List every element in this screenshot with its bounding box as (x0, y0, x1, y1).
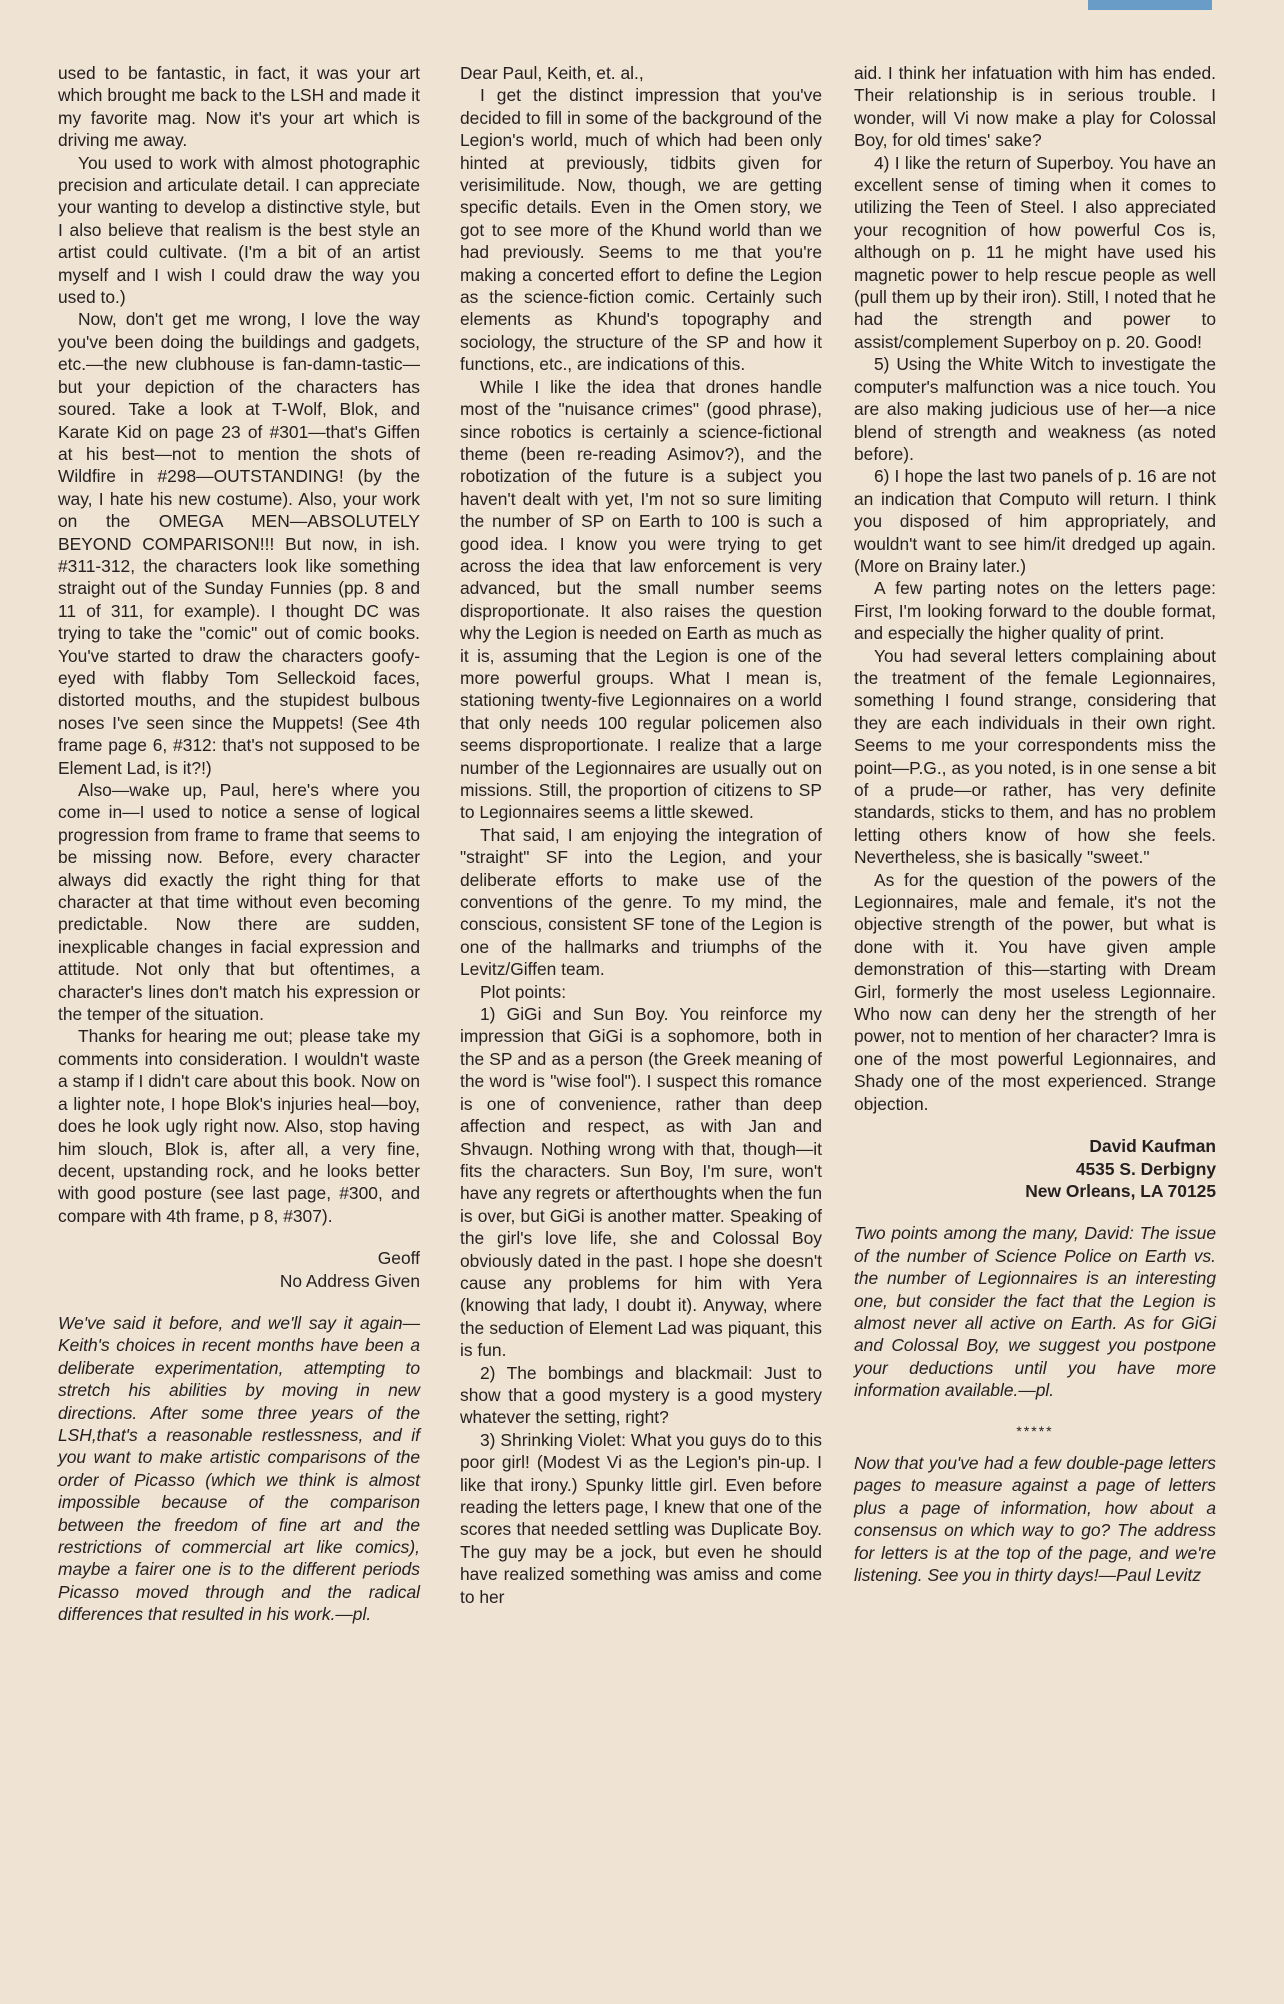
signature-name: Geoff (377, 1248, 420, 1269)
blue-tab-marker (1088, 0, 1212, 10)
letter-paragraph: 2) The bombings and blackmail: Just to show that a good mystery is a good mystery whatever the setting, right? (460, 1362, 822, 1428)
letter-paragraph: Now, don't get me wrong, I love the way you've been doing the buildings and gadgets, etc.—the new clubhouse is fan-damn-tastic—but your depiction of the characters has soured. Take a look at T-Wolf, Blok, and Karate Kid on page 23 of #301—that's Giffen at his best—not to mention the shots of Wildfire in #298—OUTSTANDING! (by the way, I hate his new costume). Also, your work on the OMEGA MEN—ABSOLUTELY BEYOND COMPARISON!!! But now, in ish. #311-312, the characters look like something straight out of the Sunday Funnies (pp. 8 and 11 of 311, for example). I thought DC was trying to take the "comic" out of comic books. You've started to draw the characters goofy-eyed with flabby Tom Selleckoid faces, distorted mouths, and the stupidest bulbous noses I've seen since the Muppets! (See 4th frame page 6, #312: that's not supposed to be Element Lad, is it?!) (58, 309, 420, 778)
signature-name: David Kaufman (1089, 1136, 1216, 1157)
letter-paragraph: You used to work with almost photographic precision and articulate detail. I can appreciate your wanting to develop a distinctive style, but I also believe that realism is the best style an artist could cultivate. (I'm a bit of an artist myself and I wish I could draw the way you used to.) (58, 152, 420, 308)
letter-paragraph: 6) I hope the last two panels of p. 16 are not an indication that Computo will return. I think you disposed of him appropriately, and wouldn't want to see him/it dredged up again. (More on Brainy later.) (854, 466, 1216, 576)
letter-salutation: Dear Paul, Keith, et. al., (460, 63, 644, 83)
letter-paragraph: As for the question of the powers of the Legionnaires, male and female, it's not the objective strength of the power, but what is done with it. You have given ample demonstration of this—starting with Dream Girl, formerly the most useless Legionnaire. Who now can deny her the strength of her power, not to mention of her character? Imra is one of the most powerful Legionnaires, and Shady one of the most experienced. Strange objection. (854, 869, 1216, 1114)
signature-address: No Address Given (279, 1270, 420, 1291)
editor-closing-note: Now that you've had a few double-page letters pages to measure against a page of letters plus a page of information, how about a consensus on which way to go? The address for letters is at the top of the page, and we're listening. See you in thirty days!—Paul Levitz (854, 1452, 1216, 1585)
column-1 (58, 62, 420, 1626)
letter-paragraph: That said, I am enjoying the integration of "straight" SF into the Legion, and your deliberate efforts to make use of the conventions of the genre. To my mind, the conscious, consistent SF tone of the Legion is one of the hallmarks and triumphs of the Levitz/Giffen team. (460, 824, 822, 980)
section-divider: ***** (1016, 1422, 1054, 1439)
letter-paragraph: While I like the idea that drones handle most of the "nuisance crimes" (good phrase), since robotics is certainly a science-fictional theme (been re-reading Asimov?), and the robotization of the future is a subject you haven't dealt with yet, I'm not so sure limiting the number of SP on Earth to 100 is such a good idea. I know you were trying to get across the idea that law enforcement is very advanced, but the small number seems disproportionate. It also raises the question why the Legion is needed on Earth as much as it is, assuming that the Legion is one of the more powerful groups. What I mean is, stationing twenty-five Legionnaires on a world that only needs 100 regular policemen also seems disproportionate. I realize that a large number of the Legionnaires are usually out on missions. Still, the proportion of citizens to SP to Legionnaires seems a little skewed. (460, 376, 822, 823)
letter-paragraph: 5) Using the White Witch to investigate the computer's malfunction was a nice touch. You are also making judicious use of her—a nice blend of strength and weakness (as noted before). (854, 354, 1216, 464)
signature-street: 4535 S. Derbigny (1075, 1158, 1216, 1179)
signature-block (854, 1135, 1216, 1202)
column-3 (854, 62, 1216, 1586)
letter-paragraph: You had several letters complaining about the treatment of the female Legionnaires, something I found strange, considering that they are each individuals in their own right. Seems to me your correspondents miss the point—P.G., as you noted, is in one sense a bit of a prude—or rather, has very definite standards, sticks to them, and has no problem letting others know of how she feels. Nevertheless, she is basically "sweet." (854, 645, 1216, 868)
editor-reply: We've said it before, and we'll say it again—Keith's choices in recent months have been a deliberate experimentation, attempting to stretch his abilities by moving in new directions. After some three years of the LSH,that's a reasonable restlessness, and if you want to make artistic comparisons of the order of Picasso (which we think is almost impossible because of the comparison between the freedom of fine art and the restrictions of commercial art like comics), maybe a fairer one is to the different periods Picasso moved through and the radical differences that resulted in his work.—pl. (58, 1312, 420, 1625)
letter-paragraph: Thanks for hearing me out; please take my comments into consideration. I wouldn't waste a stamp if I didn't care about this book. Now on a lighter note, I hope Blok's injuries heal—boy, does he look ugly right now. Also, stop having him slouch, Blok is, after all, a very fine, decent, upstanding rock, and he looks better with good posture (see last page, #300, and compare with 4th frame, p 8, #307). (58, 1026, 420, 1226)
letter-paragraph: used to be fantastic, in fact, it was your art which brought me back to the LSH and made it my favorite mag. Now it's your art which is driving me away. (58, 63, 420, 151)
column-2 (460, 62, 822, 1608)
letter-paragraph: Plot points: (480, 981, 567, 1002)
signature-block (58, 1247, 420, 1292)
letter-paragraph: aid. I think her infatuation with him has ended. Their relationship is in serious trouble. I wonder, will Vi now make a play for Colossal Boy, for old times' sake? (854, 63, 1216, 151)
editor-reply: Two points among the many, David: The issue of the number of Science Police on Earth vs. the number of Legionnaires is an interesting one, but consider the fact that the Legion is almost never all active on Earth. As for GiGi and Colossal Boy, we suggest you postpone your deductions until you have more information available.—pl. (854, 1223, 1216, 1401)
letter-paragraph: A few parting notes on the letters page: First, I'm looking forward to the double format, and especially the higher quality of print. (854, 578, 1216, 644)
signature-city: New Orleans, LA 70125 (1025, 1180, 1216, 1201)
letter-paragraph: Also—wake up, Paul, here's where you come in—I used to notice a sense of logical progression from frame to frame that seems to be missing now. Before, every character always did exactly the right thing for that character at that time without even becoming predictable. Now there are sudden, inexplicable changes in facial expression and attitude. Not only that but oftentimes, a character's lines don't match his expression or the temper of the situation. (58, 780, 420, 1025)
letter-paragraph: 3) Shrinking Violet: What you guys do to this poor girl! (Modest Vi as the Legion's pin-up. I like that irony.) Spunky little girl. Even before reading the letters page, I knew that one of the scores that needed settling was Duplicate Boy. The guy may be a jock, but even he should have realized something was amiss and come to her (460, 1429, 822, 1607)
letter-paragraph: 4) I like the return of Superboy. You have an excellent sense of timing when it comes to utilizing the Teen of Steel. I also appreciated your recognition of how powerful Cos is, although on p. 11 he might have used his magnetic power to help rescue people as well (pull them up by their iron). Still, I noted that he had the strength and power to assist/complement Superboy on p. 20. Good! (854, 152, 1216, 352)
letter-paragraph: I get the distinct impression that you've decided to fill in some of the background of the Legion's world, much of which had been only hinted at previously, tidbits given for verisimilitude. Now, though, we are getting specific details. Even in the Omen story, we got to see more of the Khund world than we had previously. Seems to me that you're making a concerted effort to define the Legion as the science-fiction comic. Certainly such elements as Khund's topography and sociology, the structure of the SP and how it functions, etc., are indications of this. (460, 85, 822, 375)
letter-paragraph: 1) GiGi and Sun Boy. You reinforce my impression that GiGi is a sophomore, both in the SP and as a person (the Greek meaning of the word is "wise fool"). I suspect this romance is one of convenience, rather than deep affection and respect, as with Jan and Shvaugn. Nothing wrong with that, though—it fits the characters. Sun Boy, I'm sure, won't have any regrets or afterthoughts when the fun is over, but GiGi is another matter. Speaking of the girl's love life, she and Colossal Boy obviously dated in the past. I hope she doesn't cause any problems for him with Yera (knowing that lady, I doubt it). Anyway, where the seduction of Element Lad was piquant, this is fun. (460, 1004, 822, 1361)
